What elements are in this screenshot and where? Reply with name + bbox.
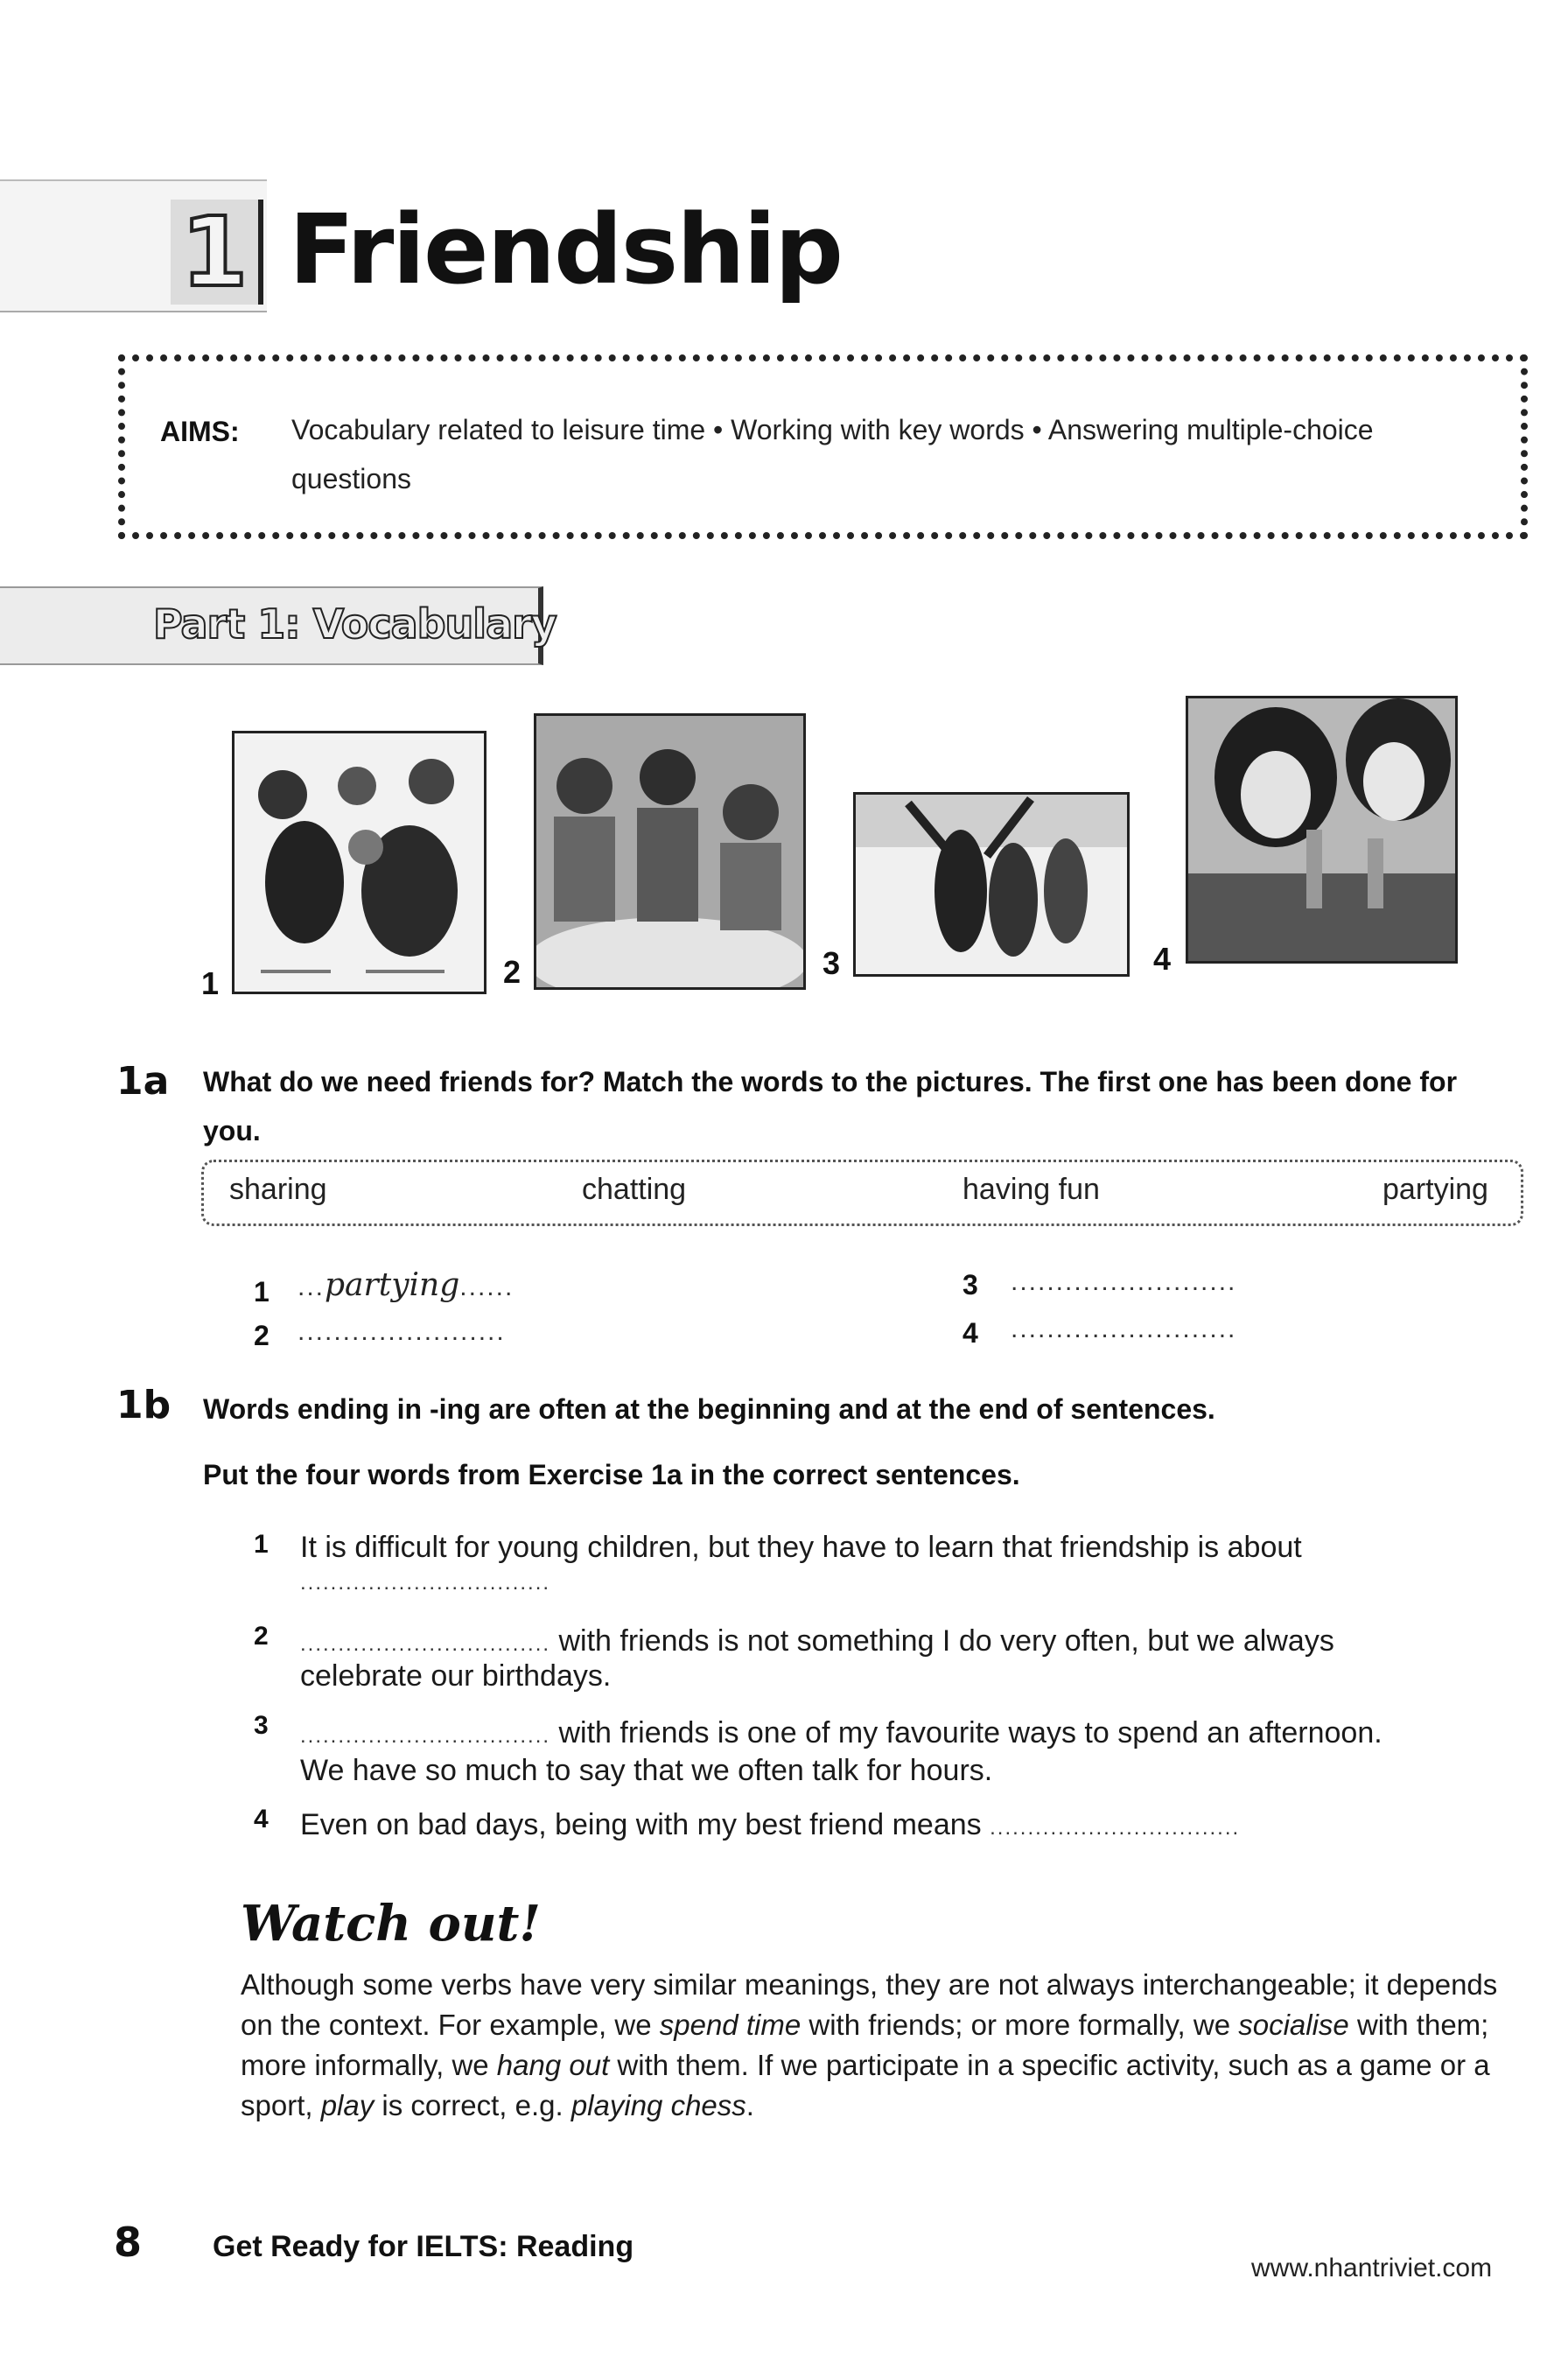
word-sharing: sharing <box>229 1173 327 1206</box>
sentence-3-blank[interactable]: ................................. <box>300 1724 551 1748</box>
sentence-1-text: It is difficult for young children, but they have to learn that friendship is about <box>300 1531 1302 1564</box>
answer-3-number: 3 <box>962 1269 978 1301</box>
bubbles-illustration <box>234 733 484 992</box>
sentence-4-line <box>300 1807 1525 1846</box>
watch-out-text: Although some verbs have very similar meanings, they are not always interchangeable; it depends on the context. For example, we <box>241 1968 1498 2041</box>
answer-1-handwritten: partying <box>325 1267 460 1303</box>
chapter-number: 1 <box>171 200 263 305</box>
sentence-4-blank[interactable]: ................................. <box>990 1816 1241 1840</box>
watch-out-text: with them; more informally, we <box>241 2009 1489 2081</box>
watch-out-text: . <box>746 2089 754 2121</box>
answer-4-number: 4 <box>962 1317 978 1349</box>
watch-out-text: with friends; or more formally, we <box>801 2009 1239 2041</box>
page-number: 8 <box>114 2219 143 2266</box>
watch-out-example: playing chess <box>570 2089 746 2121</box>
sentence-4-number: 4 <box>254 1805 269 1834</box>
sentence-4-text: Even on bad days, being with my best friend means <box>300 1808 990 1841</box>
picture-3-number: 3 <box>822 945 841 981</box>
sentence-2-blank[interactable]: ................................. <box>300 1632 551 1656</box>
watch-out-text: is correct, e.g. <box>374 2089 571 2121</box>
page-title: Friendship <box>289 193 842 305</box>
sentence-2-line-1 <box>300 1623 1543 1662</box>
friends-drinking-photo <box>1188 698 1455 961</box>
sentence-1-blank[interactable]: ................................. <box>300 1571 551 1595</box>
exercise-1a-instruction: What do we need friends for? Match the words to the pictures. The first one has been done for you. <box>203 1066 1458 1146</box>
exercise-1a-number: 1a <box>116 1059 170 1104</box>
answer-2-field[interactable]: ....................... <box>298 1317 506 1346</box>
picture-2-number: 2 <box>503 954 522 990</box>
sentence-2-text-2: celebrate our birthdays. <box>300 1659 612 1693</box>
part-heading: Part 1: Vocabulary <box>153 600 556 648</box>
sentence-2-text: with friends is not something I do very often, but we always <box>550 1624 1334 1658</box>
answer-4-field[interactable]: ......................... <box>1011 1315 1237 1343</box>
sentence-3-text-2: We have so much to say that we often talk for hours. <box>300 1754 993 1787</box>
word-box <box>201 1160 1523 1226</box>
watch-out-text: with them. If we participate in a specific activity, such as a game or a sport, <box>241 2049 1490 2121</box>
exercise-1b-number: 1b <box>116 1383 172 1427</box>
answer-1-prefix: ... <box>298 1273 326 1301</box>
aims-label: AIMS: <box>160 416 240 447</box>
website-link[interactable]: www.nhantriviet.com <box>1251 2254 1493 2282</box>
answer-3-field[interactable]: ......................... <box>1011 1267 1237 1296</box>
aims-text: Vocabulary related to leisure time • Working with key words • Answering multiple-choice questions <box>291 414 1374 494</box>
sentence-2-number: 2 <box>254 1622 269 1651</box>
picture-4-number: 4 <box>1153 941 1172 977</box>
watch-out-example: spend time <box>659 2009 802 2041</box>
word-partying: partying <box>1382 1173 1488 1206</box>
watch-out-body <box>241 1965 1527 2126</box>
sentence-3-number: 3 <box>254 1711 269 1740</box>
answer-1-number: 1 <box>254 1276 270 1308</box>
exercise-1b-instruction-2: Put the four words from Exercise 1a in the correct sentences. <box>203 1459 1020 1490</box>
watch-out-example: play <box>320 2089 374 2121</box>
word-chatting: chatting <box>582 1173 687 1206</box>
book-title: Get Ready for IELTS: Reading <box>213 2230 634 2263</box>
picture-1-number: 1 <box>201 965 220 1001</box>
answer-1-field[interactable] <box>298 1267 514 1303</box>
watch-out-title: Watch out! <box>241 1895 541 1953</box>
exercise-1b-instruction-1: Words ending in -ing are often at the beginning and at the end of sentences. <box>203 1393 1215 1425</box>
aims-box <box>118 354 1528 539</box>
jumping-people-photo <box>856 795 1127 974</box>
picture-1-image <box>232 731 486 994</box>
picture-4-image <box>1186 696 1458 964</box>
sentence-3-text: with friends is one of my favourite ways to spend an afternoon. <box>550 1716 1382 1749</box>
watch-out-example: socialise <box>1238 2009 1349 2041</box>
answer-1-suffix: ...... <box>459 1273 514 1301</box>
answer-2-number: 2 <box>254 1320 270 1351</box>
sentence-1-number: 1 <box>254 1530 269 1559</box>
picture-3-image <box>853 792 1130 977</box>
sentence-3-line-1 <box>300 1715 1560 1754</box>
picture-2-image <box>534 713 806 990</box>
friends-photo <box>536 716 803 987</box>
watch-out-example: hang out <box>496 2049 610 2081</box>
word-having-fun: having fun <box>962 1173 1100 1206</box>
